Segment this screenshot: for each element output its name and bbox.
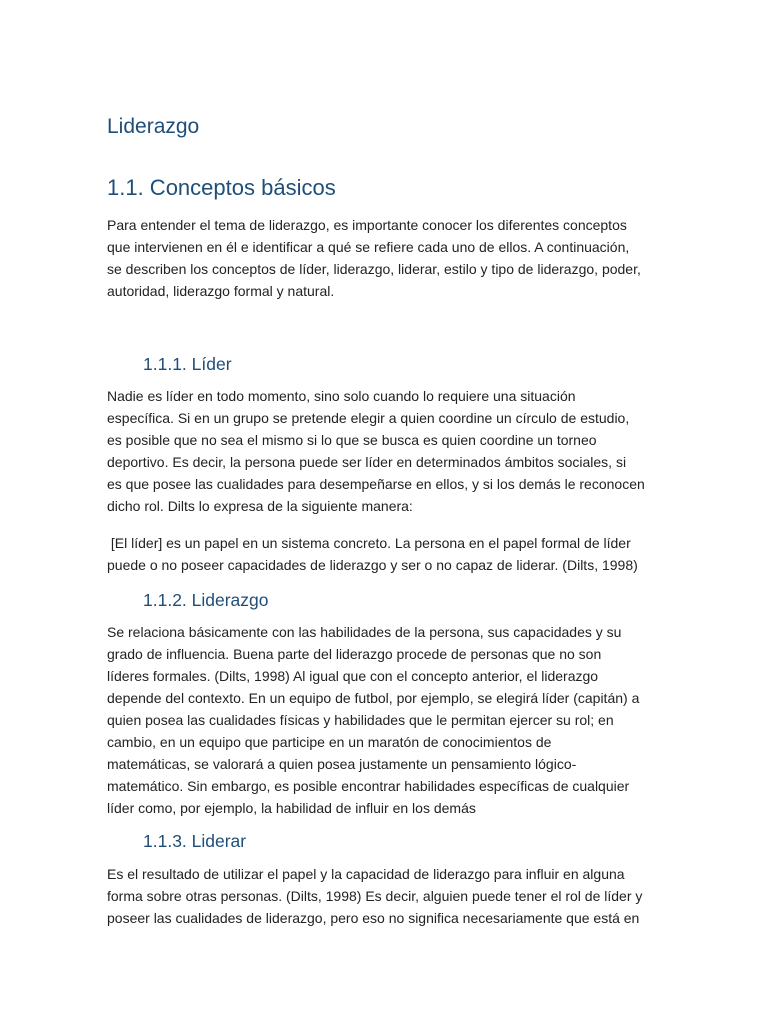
paragraph-liderazgo xyxy=(107,621,667,819)
quote-paragraph xyxy=(107,532,667,576)
text-line: matemáticas, se valorará a quien posea justamente un pensamiento lógico- xyxy=(107,756,577,772)
text-line: depende del contexto. En un equipo de futbol, por ejemplo, se elegirá líder (capitán) a xyxy=(107,690,640,706)
text-line: Se relaciona básicamente con las habilidades de la persona, sus capacidades y su xyxy=(107,624,622,640)
text-line: puede o no poseer capacidades de liderazgo y ser o no capaz de liderar. (Dilts, 1998) xyxy=(107,557,638,573)
text-line: Para entender el tema de liderazgo, es importante conocer los diferentes conceptos xyxy=(107,217,627,233)
subsection-heading-lider: 1.1.1. Líder xyxy=(143,354,232,374)
subsection-heading-liderar: 1.1.3. Liderar xyxy=(143,831,247,851)
text-line: cambio, en un equipo que participe en un maratón de conocimientos de xyxy=(107,734,552,750)
text-line: autoridad, liderazgo formal y natural. xyxy=(107,283,335,299)
intro-paragraph xyxy=(107,214,667,302)
text-line: forma sobre otras personas. (Dilts, 1998) Es decir, alguien puede tener el rol de líder y xyxy=(107,888,643,904)
text-line: matemático. Sin embargo, es posible encontrar habilidades específicas de cualquier xyxy=(107,778,630,794)
document-title: Liderazgo xyxy=(107,115,200,138)
text-line: quien posea las cualidades físicas y habilidades que le permitan ejercer su rol; en xyxy=(107,712,614,728)
text-line: específica. Si en un grupo se pretende elegir a quien coordine un círculo de estudio, xyxy=(107,410,630,426)
text-line: Es el resultado de utilizar el papel y la capacidad de liderazgo para influir en alguna xyxy=(107,866,625,882)
paragraph-lider xyxy=(107,385,667,517)
section-heading: 1.1. Conceptos básicos xyxy=(107,175,336,200)
text-line: poseer las cualidades de liderazgo, pero eso no significa necesariamente que está en xyxy=(107,910,640,926)
paragraph-liderar xyxy=(107,863,667,929)
text-line: es que posee las cualidades para desempeñarse en ellos, y si los demás le reconocen xyxy=(107,476,645,492)
text-line: [El líder] es un papel en un sistema concreto. La persona en el papel formal de líder xyxy=(107,535,631,551)
subsection-heading-liderazgo: 1.1.2. Liderazgo xyxy=(143,590,269,610)
text-line: líder como, por ejemplo, la habilidad de influir en los demás xyxy=(107,800,476,816)
text-line: es posible que no sea el mismo si lo que se busca es quien coordine un torneo xyxy=(107,432,597,448)
text-line: Nadie es líder en todo momento, sino solo cuando lo requiere una situación xyxy=(107,388,576,404)
text-line: se describen los conceptos de líder, liderazgo, liderar, estilo y tipo de liderazgo, poder, xyxy=(107,261,641,277)
text-line: deportivo. Es decir, la persona puede ser líder en determinados ámbitos sociales, si xyxy=(107,454,627,470)
text-line: dicho rol. Dilts lo expresa de la siguiente manera: xyxy=(107,498,413,514)
text-line: líderes formales. (Dilts, 1998) Al igual que con el concepto anterior, el liderazgo xyxy=(107,668,599,684)
text-line: que intervienen en él e identificar a qué se refiere cada uno de ellos. A continuación, xyxy=(107,239,630,255)
text-line: grado de influencia. Buena parte del liderazgo procede de personas que no son xyxy=(107,646,602,662)
